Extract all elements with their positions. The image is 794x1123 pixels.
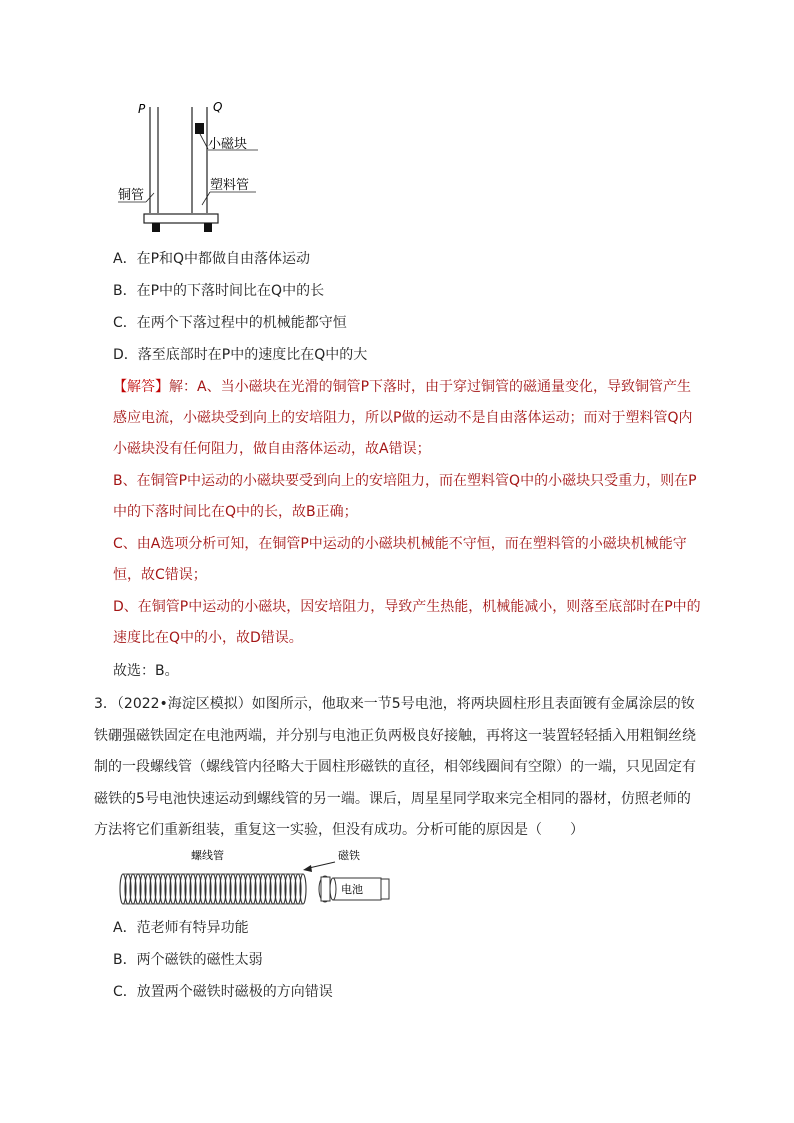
option-c: C．在两个下落过程中的机械能都守恒	[113, 315, 347, 331]
tubes-figure	[110, 95, 280, 240]
q3-option-c: C．放置两个磁铁时磁极的方向错误	[113, 984, 333, 1000]
label-magnet: 小磁块	[208, 137, 248, 152]
small-magnet	[195, 123, 204, 134]
question-3-text: 3．（2022•海淀区模拟）如图所示，他取来一节5号电池，将两块圆柱形且表面镀有金属涂层的钕铁硼强磁铁固定在电池两端，并分别与电池正负两极良好接触，再将这一装置轻轻插入用粗铜丝绕制的一段螺线管（螺线管内径略大于圆柱形磁铁的直径，相邻线圈间有空隙）的一端，只见固定有磁铁的5号电池快速运动到螺线管的另一端。课后，周星星同学取来完全相同的器材，仿照老师的方法将它们重新组装，重复这一实验，但没有成功。分析可能的原因是（ ）	[94, 696, 696, 838]
magnet-left	[321, 877, 330, 901]
option-b: B．在P中的下落时间比在Q中的长	[113, 283, 325, 299]
answer-tag: 【解答】	[113, 379, 169, 395]
label-q: Q	[213, 100, 223, 114]
answer-line-a: 解：A、当小磁块在光滑的铜管P下落时，由于穿过铜管的磁通量变化，导致铜管产生感应电流，小磁块受到向上的安培阻力，所以P做的运动不是自由落体运动；而对于塑料管Q内小磁块没有任何阻力，做自由落体运动，故A错误；	[113, 379, 693, 457]
label-coil: 螺线管	[191, 849, 224, 862]
label-plastic: 塑料管	[210, 178, 250, 193]
label-magnet-2: 磁铁	[338, 849, 360, 862]
magnet-right	[381, 879, 389, 899]
answer-line-b: B、在铜管P中运动的小磁块要受到向上的安培阻力，而在塑料管Q中的小磁块只受重力，则在P中的下落时间比在Q中的长，故B正确；	[113, 473, 697, 520]
q3-option-b: B．两个磁铁的磁性太弱	[113, 952, 263, 968]
answer-line-d: D、在铜管P中运动的小磁块，因安培阻力，导致产生热能，机械能减小，则落至底部时在P中的速度比在Q中的小，故D错误。	[113, 599, 701, 646]
solenoid-figure	[113, 846, 393, 912]
q3-option-a: A．范老师有特异功能	[113, 920, 249, 936]
answer-choice: 故选：B。	[113, 663, 179, 679]
option-d: D．落至底部时在P中的速度比在Q中的大	[113, 347, 368, 363]
base-plate	[144, 214, 218, 223]
label-p: P	[138, 102, 146, 116]
answer-line-c: C、由A选项分析可知，在铜管P中运动的小磁块机械能不守恒，而在塑料管的小磁块机械能守恒，故C错误；	[113, 536, 687, 583]
answer-analysis	[113, 372, 703, 465]
label-battery: 电池	[341, 883, 363, 896]
option-a: A．在P和Q中都做自由落体运动	[113, 251, 311, 267]
label-copper: 铜管	[118, 188, 145, 203]
